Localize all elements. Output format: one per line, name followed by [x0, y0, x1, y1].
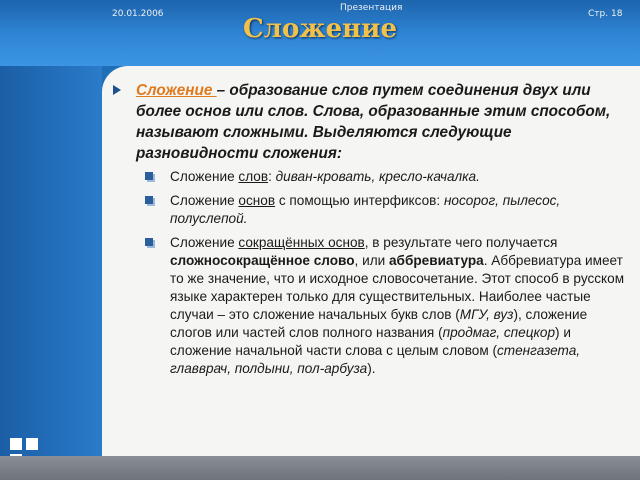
- item-text: , или: [354, 253, 389, 268]
- main-definition: – образование слов путем соединения двух или более основ или слов. Слова, образованные этим способом, называют сложными. Выделяются следующие разновидности сложения:: [136, 82, 611, 162]
- list-item: [143, 234, 627, 378]
- item-text: , в результате чего получается: [364, 235, 558, 250]
- item-prefix: Сложение: [170, 235, 239, 250]
- main-bullet-text: [136, 80, 618, 164]
- item-examples: продмаг, спецкор: [442, 325, 556, 340]
- item-prefix: Сложение: [170, 193, 239, 208]
- footer-date: 20.01.2006: [112, 9, 164, 19]
- footer-presentation-label: Презентация: [340, 3, 403, 13]
- square-bullet-icon: [145, 238, 153, 246]
- arrow-bullet-icon: [113, 85, 121, 95]
- item-text: ), сложение слогов или частей слов полного названия (: [170, 307, 588, 340]
- item-bold-term: сложносокращённое слово: [170, 253, 355, 268]
- item-text: ) и сложение начальной части слова с целым словом (: [170, 325, 571, 358]
- item-underlined: слов: [238, 169, 269, 184]
- term-highlight: Сложение: [136, 82, 217, 99]
- item-middle: :: [268, 169, 276, 184]
- main-bullet: [113, 80, 618, 164]
- item-text: . Аббревиатура имеет то же значение, что и исходное словосочетание. Этот способ в русском языке характерен только для существительных. Наиболее частые случаи – это сложение начальных букв слов (: [170, 253, 625, 322]
- item-underlined: основ: [238, 193, 276, 208]
- item-examples: носорог, пылесос, полуслепой.: [170, 193, 561, 226]
- slide-title: Сложение: [242, 14, 398, 44]
- item-examples: стенгазета, главврач, полдыни, пол-арбуза: [170, 343, 581, 376]
- square-bullet-icon: [145, 196, 153, 204]
- item-bold-term: аббревиатура: [389, 253, 484, 268]
- item-examples: диван-кровать, кресло-качалка.: [275, 169, 480, 184]
- footer-bar: [0, 456, 640, 480]
- sub-bullet-list: [143, 168, 627, 384]
- item-underlined: сокращённых основ: [238, 235, 365, 250]
- left-strip: [0, 66, 102, 456]
- footer-page-number: Стр. 18: [588, 9, 623, 19]
- list-item: [143, 192, 627, 228]
- list-item: [143, 168, 627, 186]
- square-bullet-icon: [145, 172, 153, 180]
- item-middle: с помощью интерфиксов:: [275, 193, 444, 208]
- item-examples: МГУ, вуз: [459, 307, 514, 322]
- item-prefix: Сложение: [170, 169, 239, 184]
- item-text: ).: [367, 361, 376, 376]
